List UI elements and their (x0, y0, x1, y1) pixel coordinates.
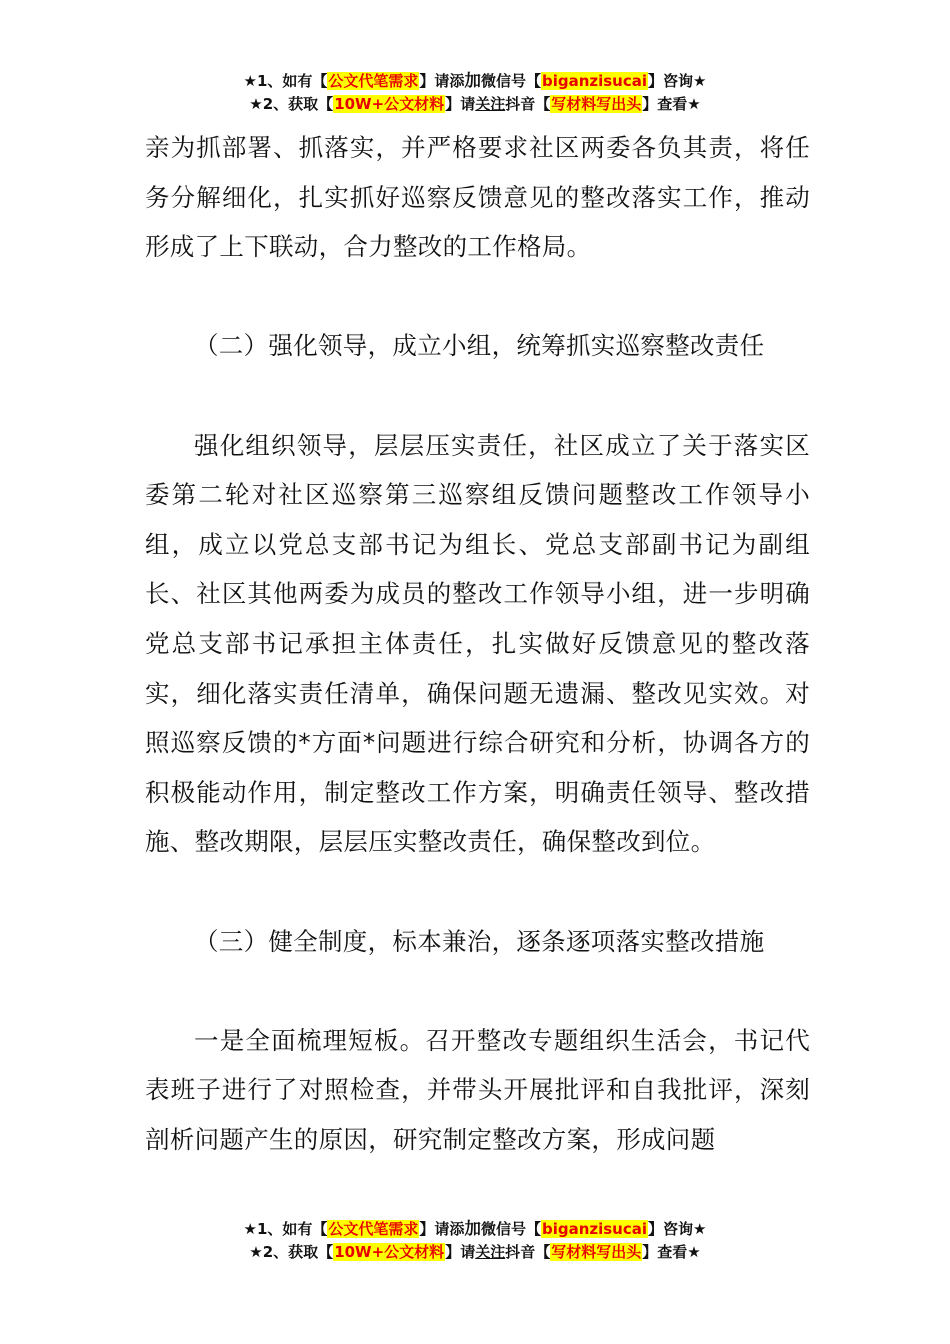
banner-text: 】请添 (419, 72, 465, 90)
section-heading-2: （二）强化领导，成立小组，统筹抓实巡察整改责任 (194, 331, 765, 361)
banner-text: 微信号【 (480, 72, 541, 90)
paragraph: 强化组织领导，层层压实责任，社区成立了关于落实区委第二轮对社区巡察第三巡察组反馈问题整改工作领导小组，成立以党总支部书记为组长、党总支部副书记为副组长、社区其他两委为成员的整改工作领导小组，进一步明确党总支部书记承担主体责任，扎实做好反馈意见的整改落实，细化落实责任清单，确保问题无遗漏、整改见实效。对照巡察反馈的*方面*问题进行综合研究和分析，协调各方的积极能动作用，制定整改工作方案，明确责任领导、整改措施、整改期限，层层压实整改责任，确保整改到位。 (145, 430, 810, 857)
banner-text: 关注 (475, 1243, 506, 1261)
banner-highlight: biganzisucai (541, 72, 648, 90)
banner-line-2 (0, 1241, 950, 1264)
banner-text: 】咨询★ (648, 72, 707, 90)
banner-highlight: 公文代笔需求 (328, 1220, 419, 1238)
banner-line-1 (0, 70, 950, 93)
banner-text: 加 (464, 1219, 481, 1238)
banner-text: ★1、如有【 (243, 1220, 328, 1238)
banner-text: ★2、获取【 (249, 95, 334, 113)
banner-text: 抖音【 (505, 1243, 551, 1261)
paragraph-continued: 亲为抓部署、抓落实，并严格要求社区两委各负其责，将任务分解细化，扎实抓好巡察反馈意见的整改落实工作，推动形成了上下联动，合力整改的工作格局。 (145, 133, 810, 262)
banner-text: 】请添 (419, 1220, 465, 1238)
banner-text: 】请 (445, 95, 476, 113)
banner-text: 】查看★ (642, 1243, 701, 1261)
section-heading-3: （三）健全制度，标本兼治，逐条逐项落实整改措施 (194, 926, 765, 956)
banner-highlight: 10W+公文材料 (334, 95, 445, 113)
banner-line-2 (0, 93, 950, 116)
banner-text: 】请 (445, 1243, 476, 1261)
paragraph: 一是全面梳理短板。召开整改专题组织生活会，书记代表班子进行了对照检查，并带头开展批评和自我批评，深刻剖析问题产生的原因，研究制定整改方案，形成问题 (145, 1025, 810, 1154)
banner-highlight: 写材料写出头 (551, 95, 642, 113)
bottom-banner (0, 1218, 950, 1264)
banner-text: ★2、获取【 (249, 1243, 334, 1261)
banner-line-1 (0, 1218, 950, 1241)
document-body (145, 123, 810, 1164)
banner-highlight: biganzisucai (541, 1220, 648, 1238)
banner-text: ★1、如有【 (243, 72, 328, 90)
banner-highlight: 10W+公文材料 (334, 1243, 445, 1261)
top-banner (0, 70, 950, 116)
banner-highlight: 写材料写出头 (551, 1243, 642, 1261)
banner-text: 】咨询★ (648, 1220, 707, 1238)
banner-text: 】查看★ (642, 95, 701, 113)
banner-text: 抖音【 (505, 95, 551, 113)
banner-highlight: 公文代笔需求 (328, 72, 419, 90)
banner-text: 微信号【 (480, 1220, 541, 1238)
banner-text: 关注 (475, 95, 506, 113)
banner-text: 加 (464, 71, 481, 90)
